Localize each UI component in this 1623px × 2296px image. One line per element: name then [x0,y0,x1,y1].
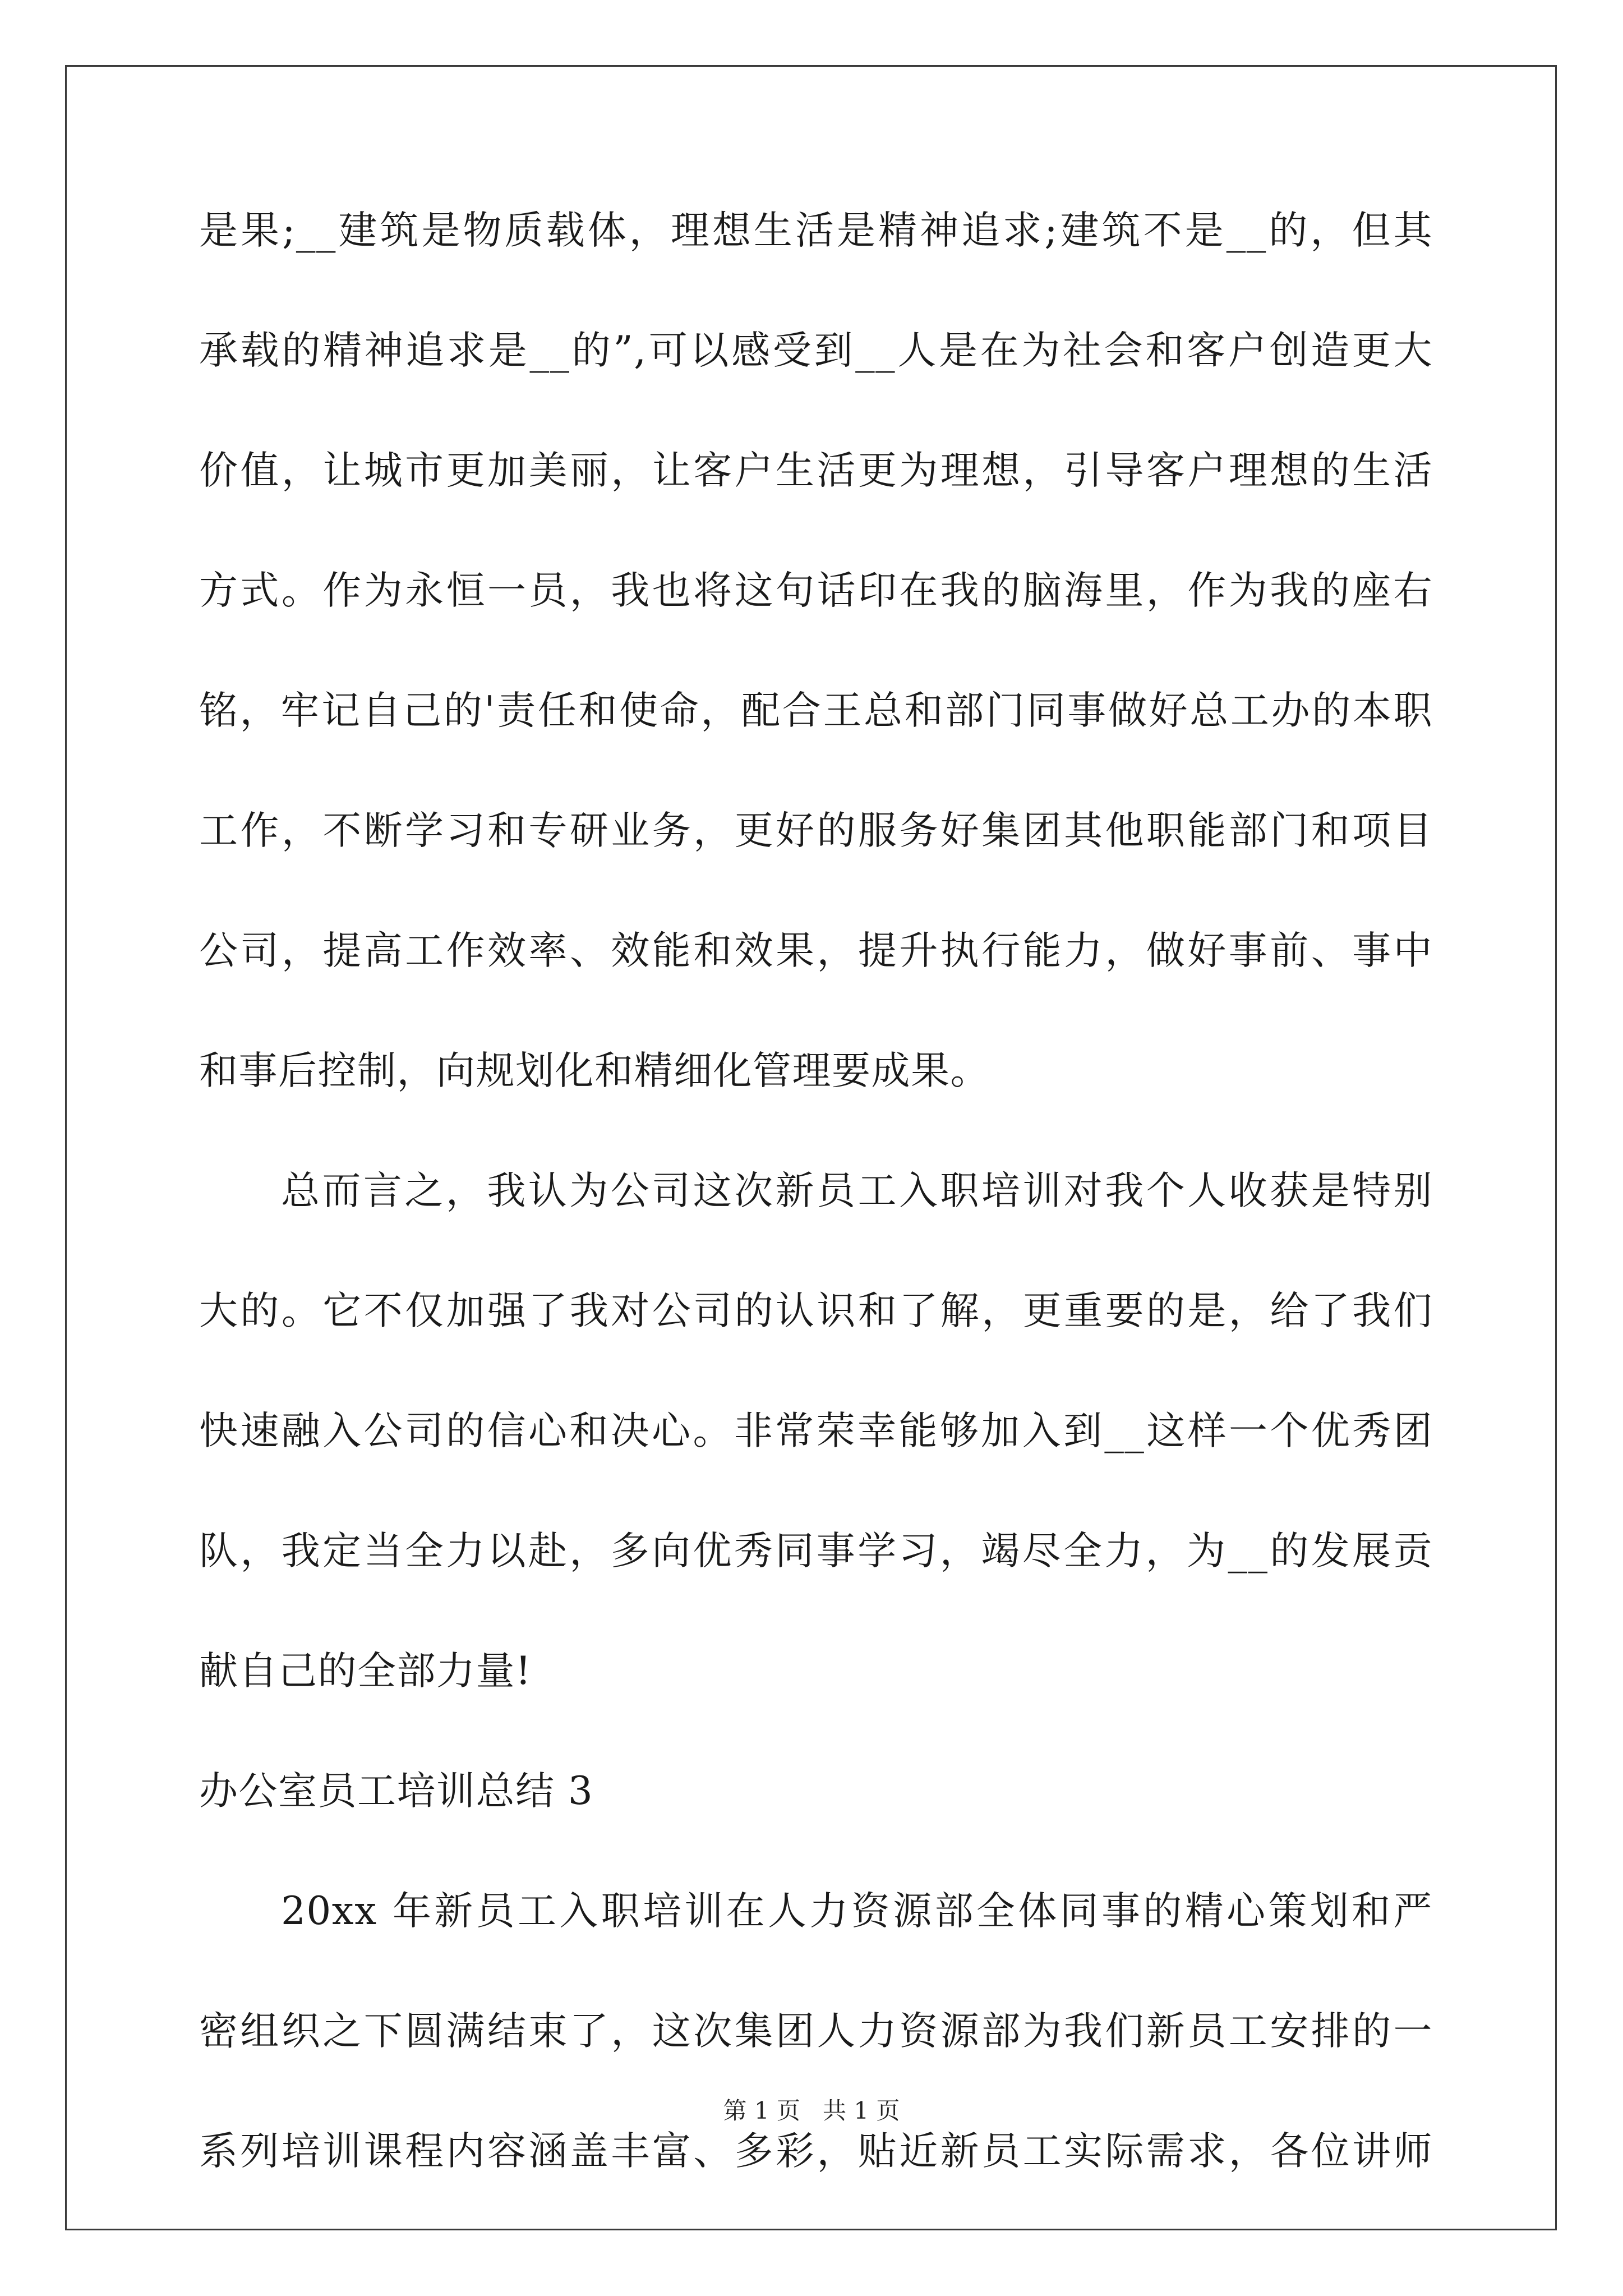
text-line: 系列培训课程内容涵盖丰富、多彩，贴近新员工实际需求，各位讲师 [199,2129,1433,2174]
page-number-footer: 第 1 页 共 1 页 [723,2097,900,2124]
text-line: 大的。它不仅加强了我对公司的认识和了解，更重要的是，给了我们 [199,1289,1433,1333]
text-line: 工作，不断学习和专研业务，更好的服务好集团其他职能部门和项目 [199,808,1433,853]
text-line: 价值，让城市更加美丽，让客户生活更为理想，引导客户理想的生活 [199,448,1433,493]
text-line: 献自己的全部力量! [199,1649,532,1694]
text-line: 20xx 年新员工入职培训在人力资源部全体同事的精心策划和严 [281,1889,1433,1934]
text-line: 是果;__建筑是物质载体，理想生活是精神追求;建筑不是__的，但其 [199,208,1433,253]
document-body [199,210,1433,2251]
text-line: 方式。作为永恒一员，我也将这句话印在我的脑海里，作为我的座右 [199,568,1433,613]
text-line: 承载的精神追求是__的”,可以感受到__人是在为社会和客户创造更大 [199,328,1433,373]
section-heading: 办公室员工培训总结 3 [199,1769,594,1814]
text-line: 快速融入公司的信心和决心。非常荣幸能够加入到__这样一个优秀团 [199,1409,1433,1453]
text-line: 铭，牢记自己的'责任和使命，配合王总和部门同事做好总工办的本职 [199,688,1433,733]
text-line: 和事后控制，向规划化和精细化管理要成果。 [199,1048,990,1093]
text-line: 公司，提高工作效率、效能和效果，提升执行能力，做好事前、事中 [199,928,1433,973]
text-line: 队，我定当全力以赴，多向优秀同事学习，竭尽全力，为__的发展贡 [199,1529,1433,1573]
text-line: 密组织之下圆满结束了，这次集团人力资源部为我们新员工安排的一 [199,2009,1433,2054]
text-line: 总而言之，我认为公司这次新员工入职培训对我个人收获是特别 [281,1168,1433,1213]
